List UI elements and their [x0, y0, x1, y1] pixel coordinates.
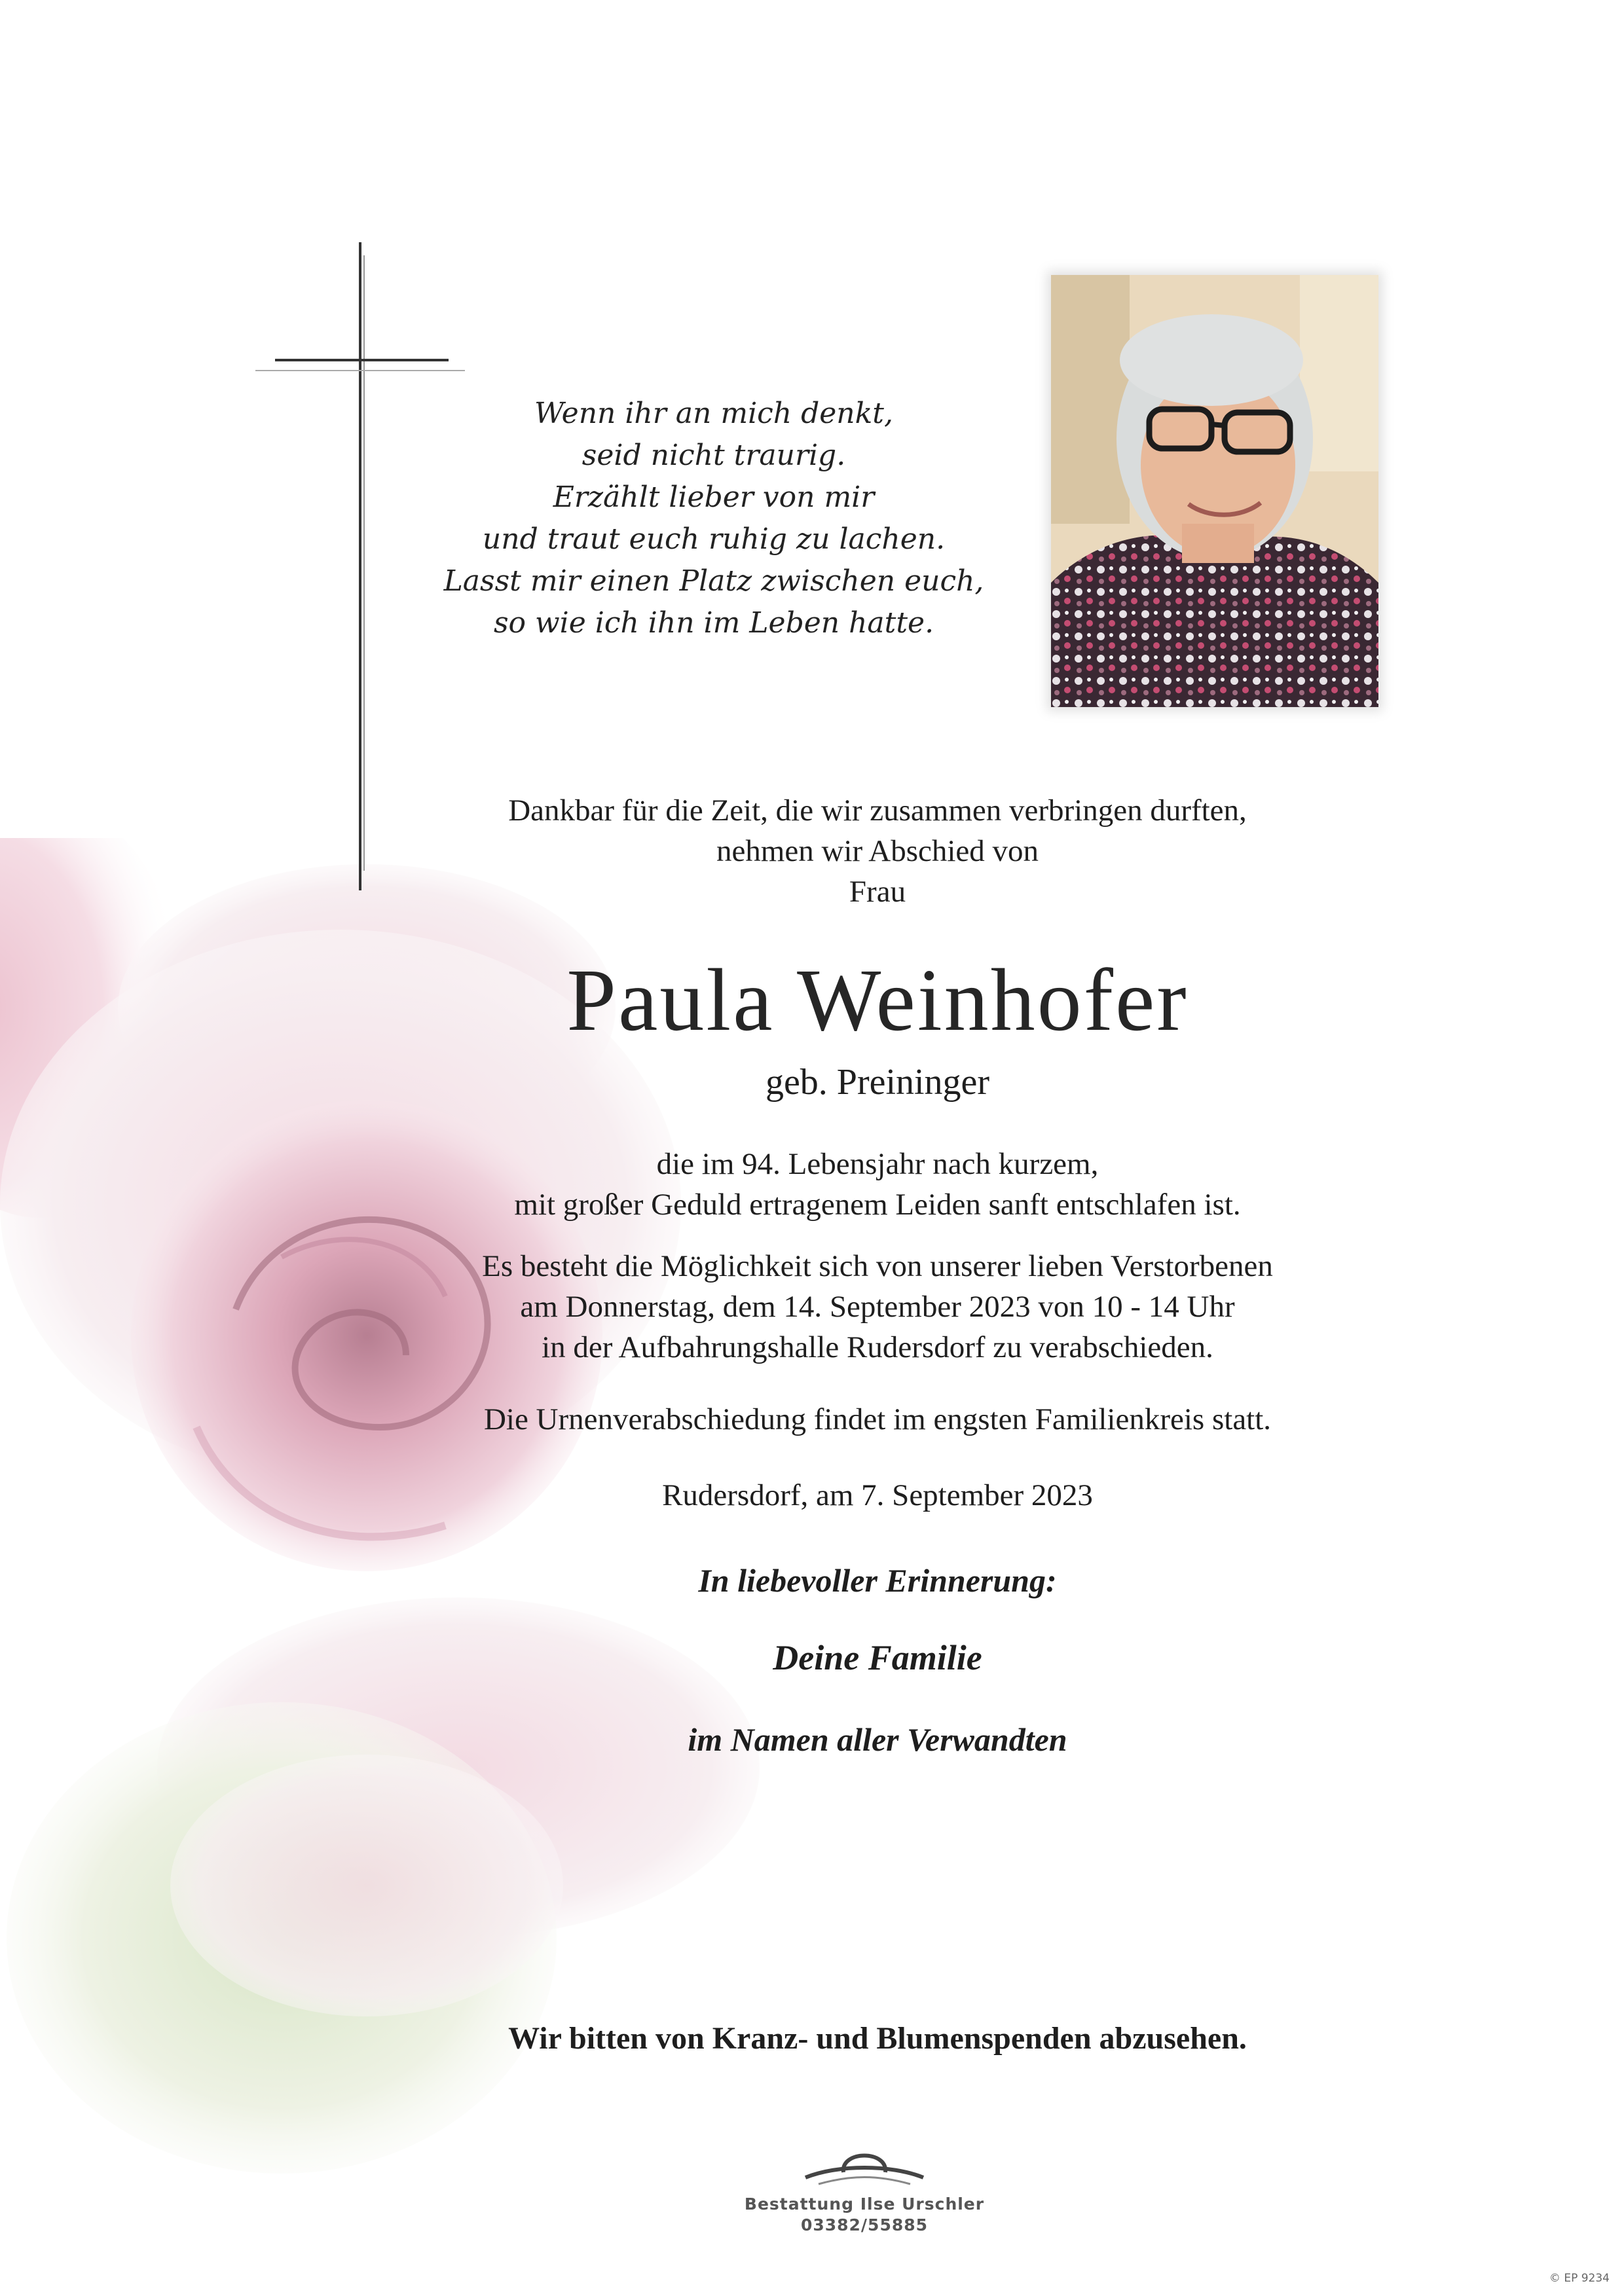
intro-line: Dankbar für die Zeit, die wir zusammen verbringen durften,: [508, 793, 1247, 828]
flowers-note: Wir bitten von Kranz- und Blumenspenden abzusehen.: [508, 2021, 1247, 2056]
poem-line: Lasst mir einen Platz zwischen euch,: [443, 564, 984, 598]
intro-text: [367, 790, 1388, 912]
poem-line: Wenn ihr an mich denkt,: [534, 397, 893, 430]
family-line: Deine Familie: [773, 1638, 982, 1677]
intro-line: Frau: [849, 875, 906, 909]
viewing-info: [367, 1246, 1388, 1368]
intro-line: nehmen wir Abschied von: [716, 834, 1039, 868]
poem-line: seid nicht traurig.: [581, 439, 846, 472]
viewing-line: Es besteht die Möglichkeit sich von unserer lieben Verstorbenen: [482, 1249, 1273, 1283]
deceased-name: Paula Weinhofer: [566, 951, 1189, 1049]
life-line: die im 94. Lebensjahr nach kurzem,: [656, 1147, 1099, 1181]
funeral-home-phone: 03382/55885: [800, 2215, 929, 2234]
life-line: mit großer Geduld ertragenem Leiden sanft entschlafen ist.: [514, 1188, 1241, 1222]
portrait-photo: [1051, 275, 1378, 707]
relatives-line: im Namen aller Verwandten: [688, 1721, 1067, 1758]
poem-line: und traut euch ruhig zu lachen.: [482, 522, 946, 556]
viewing-line: am Donnerstag, dem 14. September 2023 von 10 - 14 Uhr: [520, 1290, 1235, 1324]
viewing-line: in der Aufbahrungshalle Rudersdorf zu verabschieden.: [542, 1330, 1213, 1364]
funeral-home-logo: [799, 2141, 930, 2193]
rose-decoration: [0, 838, 786, 2278]
poem: [419, 393, 1008, 644]
place-date: Rudersdorf, am 7. September 2023: [662, 1478, 1093, 1512]
life-text: [367, 1144, 1388, 1225]
urn-note: Die Urnenverabschiedung findet im engsten Familienkreis statt.: [483, 1402, 1272, 1436]
poem-line: so wie ich ihn im Leben hatte.: [493, 606, 934, 640]
birth-name: geb. Preininger: [765, 1062, 990, 1102]
memory-line: In liebevoller Erinnerung:: [698, 1562, 1057, 1599]
poem-line: Erzählt lieber von mir: [553, 481, 875, 514]
print-code: © EP 9234: [1549, 2272, 1610, 2285]
funeral-home-name: Bestattung Ilse Urschler: [744, 2195, 985, 2214]
